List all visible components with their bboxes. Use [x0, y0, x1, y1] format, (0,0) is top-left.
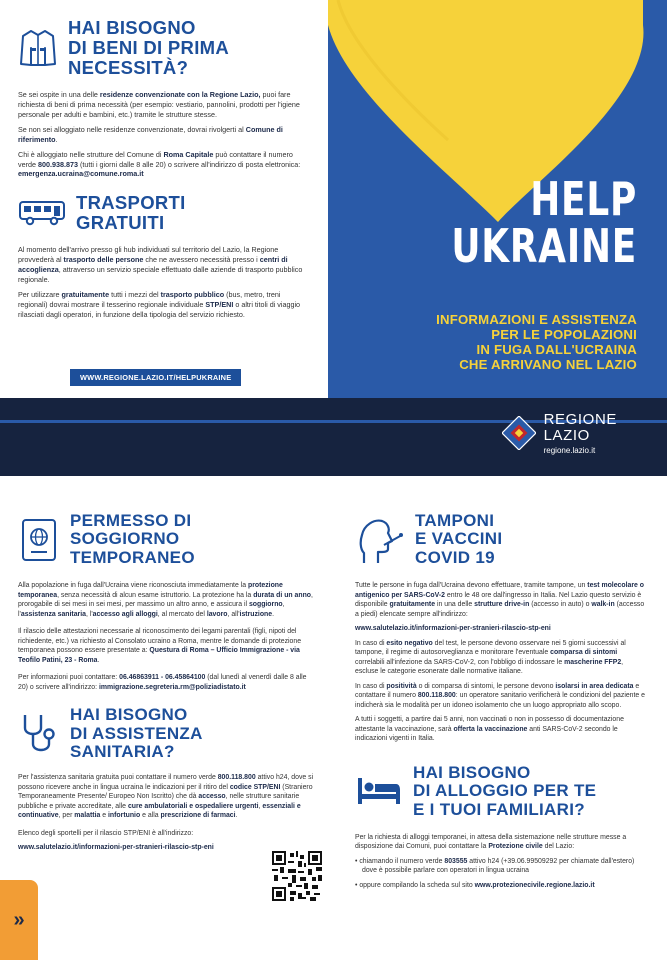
bed-icon: [355, 774, 403, 808]
alloggio-title: HAI BISOGNO DI ALLOGGIO PER TE E I TUOI FAMILIARI?: [413, 762, 597, 819]
passport-icon: [18, 517, 60, 563]
permesso-title: PERMESSO DI SOGGIORNO TEMPORANEO: [70, 511, 195, 567]
alloggio-bullet: • chiamando il numero verde 803555 attivo h24 (+39.06.99509292 per chiamate dall'estero) dove è possibile parlare con operatori in lingua ucraina: [355, 857, 635, 875]
lower-left-column: [18, 476, 318, 858]
protezione-civile-link[interactable]: www.protezionecivile.regione.lazio.it: [474, 881, 595, 889]
tamponi-paragraph: A tutti i soggetti, a partire dai 5 anni, non vaccinati o non in possesso di documentazione attestante la vaccinazione, sarà offerta la vaccinazione anti SARS-CoV-2 secondo le indicazioni vigenti in Italia.: [355, 716, 624, 743]
beni-body: [18, 90, 306, 180]
double-chevron-right-icon: »: [13, 908, 25, 931]
regione-lazio-logo: [502, 412, 617, 455]
beni-heading: [18, 18, 310, 78]
helpukraine-link[interactable]: WWW.REGIONE.LAZIO.IT/HELPUKRAINE: [70, 369, 241, 386]
top-left-panel: [0, 0, 328, 398]
logo-text: REGIONE LAZIO regione.lazio.it: [543, 411, 617, 455]
sanitaria-heading: [18, 706, 318, 761]
alloggio-heading: [355, 764, 645, 819]
hero-subtitle: INFORMAZIONI E ASSISTENZA PER LE POPOLAZIONI IN FUGA DALL'UCRAINA CHE ARRIVANO NEL LAZIO: [436, 312, 637, 373]
sanitaria-link[interactable]: www.salutelazio.it/informazioni-per-stranieri-rilascio-stp-eni: [18, 844, 214, 852]
sanitaria-paragraph: Elenco degli sportelli per il rilascio STP/ENI è all'indirizzo:: [18, 829, 194, 837]
permesso-paragraph: Alla popolazione in fuga dall'Ucraina viene riconosciuta immediatamente la protezione temporanea, senza necessità di alcun esame istruttorio. La protezione ha la durata di un anno, prorogabile di sei mesi in sei mesi, per massimo un altro anno, e assicura il soggiorno, l'assistenza sanitaria, l'accesso agli alloggi, al mercato del lavoro, all'istruzione.: [18, 582, 313, 618]
tamponi-title: TAMPONI E VACCINI COVID 19: [415, 511, 503, 567]
tamponi-paragraph: Tutte le persone in fuga dall'Ucraina devono effettuare, tramite tampone, un test molecolare o antigenico per SARS-CoV-2 entro le 48 ore dall'ingresso in Italia. Nel Lazio questo servizio è disponibile gratuitamente in una delle strutture drive-in (accesso in auto) o walk-in (accesso a piedi) elencate sempre all'indirizzo:: [355, 582, 645, 618]
lower-right-column: [355, 476, 645, 895]
sanitaria-body: [18, 773, 318, 853]
alloggio-body: [355, 833, 645, 891]
lower-panel: [0, 476, 667, 960]
trasporti-heading: [18, 193, 310, 233]
qr-code-icon[interactable]: [272, 851, 322, 901]
sanitaria-paragraph: Per l'assistenza sanitaria gratuita puoi contattare il numero verde 800.118.800 attivo h24, dove si possono ricevere anche in lingua ucraina le indicazioni per il ritiro del codice STP/ENI (Straniero Temporaneamente Presente/ Europeo Non Iscritto) che dà accesso, nelle strutture sanitarie pubbliche e private accreditate, alle cure ambulatoriali e ospedaliere urgenti, essenziali e continuative, per malattia e infortunio e alla prescrizione di farmaci.: [18, 774, 314, 820]
beni-paragraph: Se sei ospite in una delle residenze convenzionate con la Regione Lazio, puoi fare richiesta di beni di prima necessità (per esempio: vestiario, pannolini, prodotti per l'igiene personale per adulti e bambini, etc.) tramite le strutture stesse.: [18, 89, 300, 119]
regione-lazio-emblem-icon: [502, 416, 536, 450]
brand-band: [0, 398, 667, 476]
beni-title: HAI BISOGNO DI BENI DI PRIMA NECESSITÀ?: [68, 17, 230, 78]
tamponi-paragraph: In caso di esito negativo del test, le persone devono osservare nei 5 giorni successivi al tampone, il regime di autosorveglianza e monitorare l'eventuale comparsa di sintomi correlabili all'infezione da SARS-CoV-2, con l'obbligo di indossare le mascherine FFP2, escluse le categorie esonerate dalle normative italiane.: [355, 639, 626, 676]
trasporti-body: [18, 245, 306, 320]
tamponi-paragraph: In caso di positività o di comparsa di sintomi, le persone devono isolarsi in area dedicata e contattare il numero 800.118.800: un operatore sanitario verificherà le condizioni del paziente e indicherà sia le modalità per un idoneo isolamento che un luogo appropriato allo scopo.: [355, 682, 646, 709]
alloggio-paragraph: Per la richiesta di alloggi temporanei, in attesa della sistemazione nelle strutture messe a disposizione dai Comuni, puoi contattare la Protezione civile del Lazio:: [355, 833, 627, 851]
tamponi-heading: [355, 512, 645, 567]
tamponi-link[interactable]: www.salutelazio.it/informazioni-per-stranieri-rilascio-stp-eni: [355, 625, 551, 633]
side-tab-button[interactable]: [0, 880, 38, 960]
beni-paragraph: Se non sei alloggiato nelle residenze convenzionate, dovrai rivolgerti al Comune di riferimento.: [18, 124, 283, 144]
trasporti-title: TRASPORTI GRATUITI: [76, 192, 186, 234]
bus-icon: [18, 198, 66, 228]
swab-test-icon: [355, 515, 405, 565]
hero-panel: [328, 0, 667, 398]
help-ukraine-title: HELP UKRAINE: [451, 172, 637, 273]
permesso-paragraph: Per informazioni puoi contattare: 06.46863911 - 06.45864100 (dal lunedì al venerdì dalle 8 alle 20) o scrivere all'indirizzo: immigrazione.segreteria.rm@poliziadistato.it: [18, 674, 307, 691]
permesso-heading: [18, 512, 318, 567]
permesso-body: [18, 581, 318, 692]
beni-paragraph: Chi è alloggiato nelle strutture del Comune di Roma Capitale può contattare il numero verde 800.938.873 (tutti i giorni dalle 8 alle 20) o scrivere all'indirizzo di posta elettronica: emergenza.ucraina@comune.roma.it: [18, 149, 301, 179]
stethoscope-icon: [18, 711, 60, 757]
jacket-icon: [18, 27, 58, 69]
sanitaria-title: HAI BISOGNO DI ASSISTENZA SANITARIA?: [70, 705, 203, 761]
alloggio-bullet: • oppure compilando la scheda sul sito www.protezionecivile.regione.lazio.it: [355, 881, 595, 889]
tamponi-body: [355, 581, 645, 744]
trasporti-paragraph: Per utilizzare gratuitamente tutti i mezzi del trasporto pubblico (bus, metro, treni regionali) dovrai mostrare il tesserino regionale individuale STP/ENI o altri titoli di viaggio rilasciati dagli operatori, in funzione della tipologia del servizio richiesto.: [18, 290, 301, 319]
permesso-paragraph: Il rilascio delle attestazioni necessarie al riconoscimento dei legami parentali (figli, nipoti del richiedente, etc.) va richiesto al Consolato ucraino a Roma, mentre le domande di protezione temporanea possono essere presentate a: Questura di Roma – Ufficio Immigrazione - via Teofilo Patini, 23 - Roma.: [18, 628, 302, 664]
trasporti-paragraph: Al momento dell'arrivo presso gli hub individuati sul territorio del Lazio, la Regione provvederà al trasporto delle persone che ne avessero necessità presso i centri di accoglienza, attraverso un servizio speciale effettuato dalle aziende di trasporto pubblico regionale.: [18, 245, 303, 285]
